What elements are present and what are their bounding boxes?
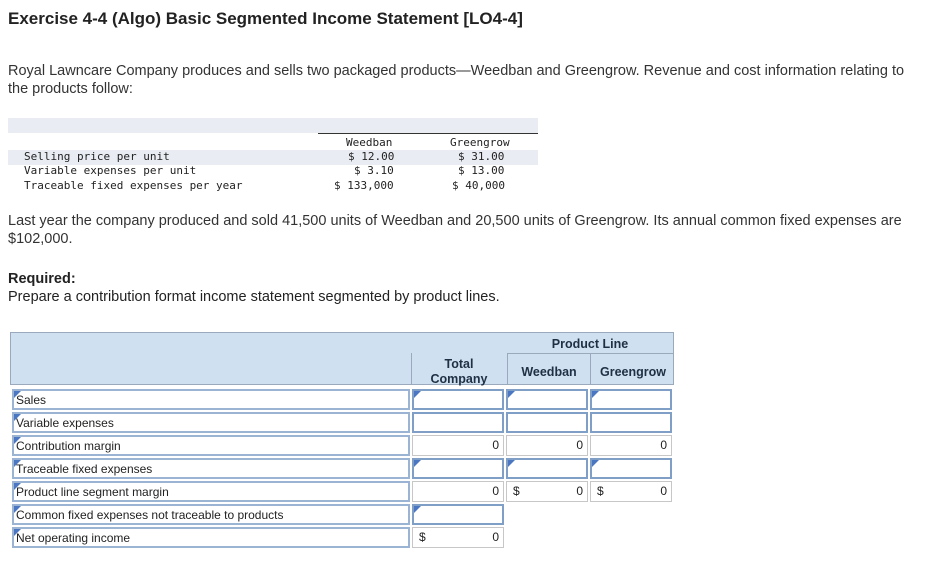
segment-margin-greengrow: $ 0 [590,481,672,502]
table-row [10,527,674,550]
row-label-input[interactable]: Common fixed expenses not traceable to products [12,504,410,525]
row-value: $ 13.00 [458,164,505,177]
required-section [8,270,500,306]
row-value: $ 12.00 [348,150,395,163]
row-label-input[interactable]: Contribution margin [12,435,410,456]
table-row [10,481,674,504]
statement-header [10,332,674,385]
row-value: $ 133,000 [334,179,394,192]
sales-weedban-input[interactable] [506,389,588,410]
variable-total-input[interactable] [412,412,504,433]
table-row [10,458,674,481]
traceable-total-input[interactable] [412,458,504,479]
weedban-header: Weedban [521,365,577,379]
traceable-greengrow-input[interactable] [590,458,672,479]
row-label-input[interactable]: Sales [12,389,410,410]
row-label: Variable expenses per unit [24,164,197,177]
product-info-table [8,118,538,192]
row-label: Traceable fixed expenses per year [24,179,243,192]
sales-greengrow-input[interactable] [590,389,672,410]
income-statement-grid [10,332,674,550]
row-label-input[interactable]: Traceable fixed expenses [12,458,410,479]
segment-margin-total: 0 [412,481,504,502]
required-text: Prepare a contribution format income statement segmented by product lines. [8,289,500,305]
table-row [10,435,674,458]
row-label-input[interactable]: Variable expenses [12,412,410,433]
variable-weedban-input[interactable] [506,412,588,433]
product-header-underline [318,133,538,134]
row-value: $ 40,000 [452,179,505,192]
total-company-header: Total Company [430,357,488,386]
variable-greengrow-input[interactable] [590,412,672,433]
row-value: $ 3.10 [354,164,394,177]
table-row [10,389,674,412]
row-band [8,118,538,133]
noi-total: $ 0 [412,527,504,548]
row-value: $ 31.00 [458,150,505,163]
common-fixed-total-input[interactable] [412,504,504,525]
table-row [10,412,674,435]
required-label: Required: [8,271,76,287]
units-paragraph: Last year the company produced and sold 41,500 units of Weedban and 20,500 units of Greengrow. Its annual common fixed expenses are $102,000. [8,213,902,247]
greengrow-header: Greengrow [600,365,666,379]
cm-greengrow: 0 [590,435,672,456]
sales-total-input[interactable] [412,389,504,410]
segment-margin-weedban: $ 0 [506,481,588,502]
col-weedban: Weedban [346,136,393,149]
row-label-input[interactable]: Net operating income [12,527,410,548]
col-greengrow: Greengrow [450,136,510,149]
row-label: Selling price per unit [24,150,170,163]
intro-paragraph: Royal Lawncare Company produces and sells two packaged products—Weedban and Greengrow. Revenue and cost information relating to the products follow: [8,63,905,97]
page-title: Exercise 4-4 (Algo) Basic Segmented Income Statement [LO4-4] [8,9,523,28]
cm-weedban: 0 [506,435,588,456]
table-row [10,504,674,527]
row-label-input[interactable]: Product line segment margin [12,481,410,502]
traceable-weedban-input[interactable] [506,458,588,479]
product-line-header: Product Line [551,337,629,351]
cm-total: 0 [412,435,504,456]
